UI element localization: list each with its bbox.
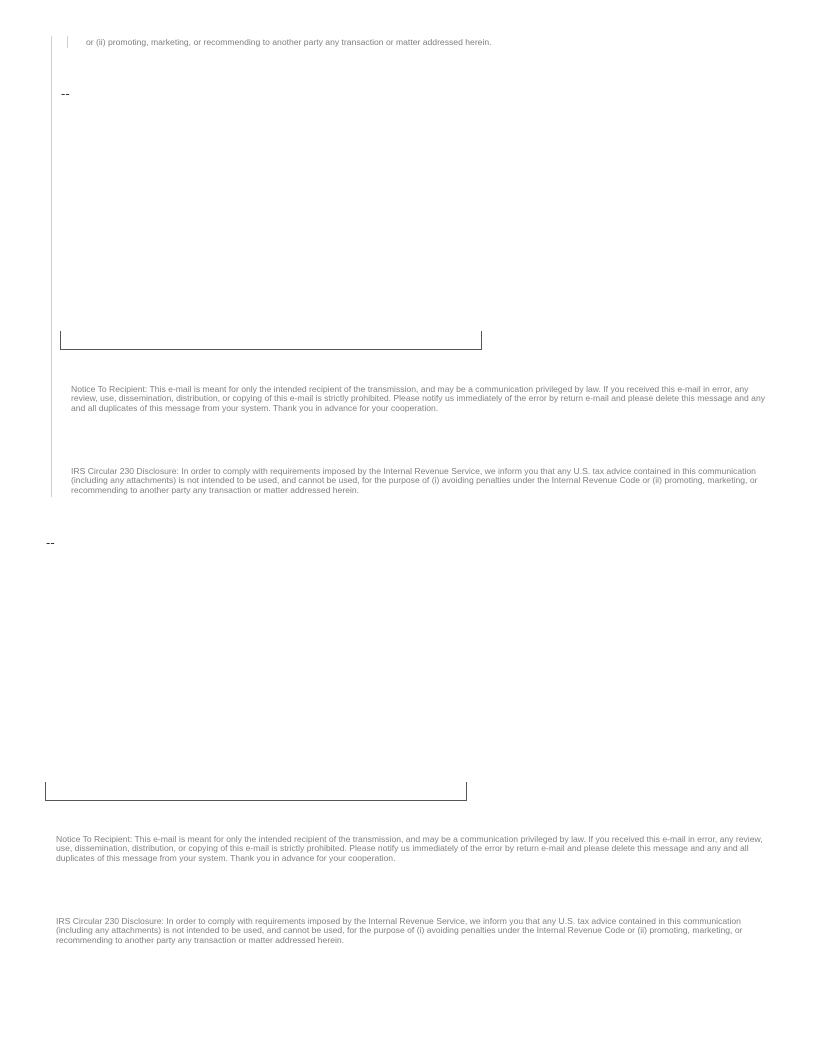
signature-box xyxy=(60,331,482,350)
signature-separator: -- xyxy=(61,86,70,101)
quote-bar-inner xyxy=(67,36,68,48)
notice-to-recipient: Notice To Recipient: This e-mail is meant for only the intended recipient of the transmission, and may be a communication privileged by law. If you received this e-mail in error, any review, use, dissemination, distribution, or copying of this e-mail is strictly prohibited. Please notify us immediately of the error by return e-mail and please delete this message and any and all duplicates of this message from your system. Thank you in advance for your cooperation. xyxy=(71,384,766,413)
irs-circular-230-disclosure: IRS Circular 230 Disclosure: In order to comply with requirements imposed by the Internal Revenue Service, we inform you that any U.S. tax advice contained in this communication (including any attachments) is not intended to be used, and cannot be used, for the purpose of (i) avoiding penalties under the Internal Revenue Code or (ii) promoting, marketing, or recommending to another party any transaction or matter addressed herein. xyxy=(56,916,743,945)
notice-to-recipient: Notice To Recipient: This e-mail is meant for only the intended recipient of the transmission, and may be a communication privileged by law. If you received this e-mail in error, any review, use, dissemination, distribution, or copying of this e-mail is strictly prohibited. Please notify us immediately of the error by return e-mail and please delete this message and any and all duplicates of this message from your system. Thank you in advance for your cooperation. xyxy=(56,834,763,863)
signature-separator: -- xyxy=(46,535,55,550)
signature-box xyxy=(45,782,467,801)
irs-circular-230-disclosure: IRS Circular 230 Disclosure: In order to comply with requirements imposed by the Internal Revenue Service, we inform you that any U.S. tax advice contained in this communication (including any attachments) is not intended to be used, and cannot be used, for the purpose of (i) avoiding penalties under the Internal Revenue Code or (ii) promoting, marketing, or recommending to another party any transaction or matter addressed herein. xyxy=(71,466,758,495)
quoted-disclosure-tail: or (ii) promoting, marketing, or recommending to another party any transaction or matter addressed herein. xyxy=(86,37,492,47)
quote-bar-outer xyxy=(51,36,52,497)
